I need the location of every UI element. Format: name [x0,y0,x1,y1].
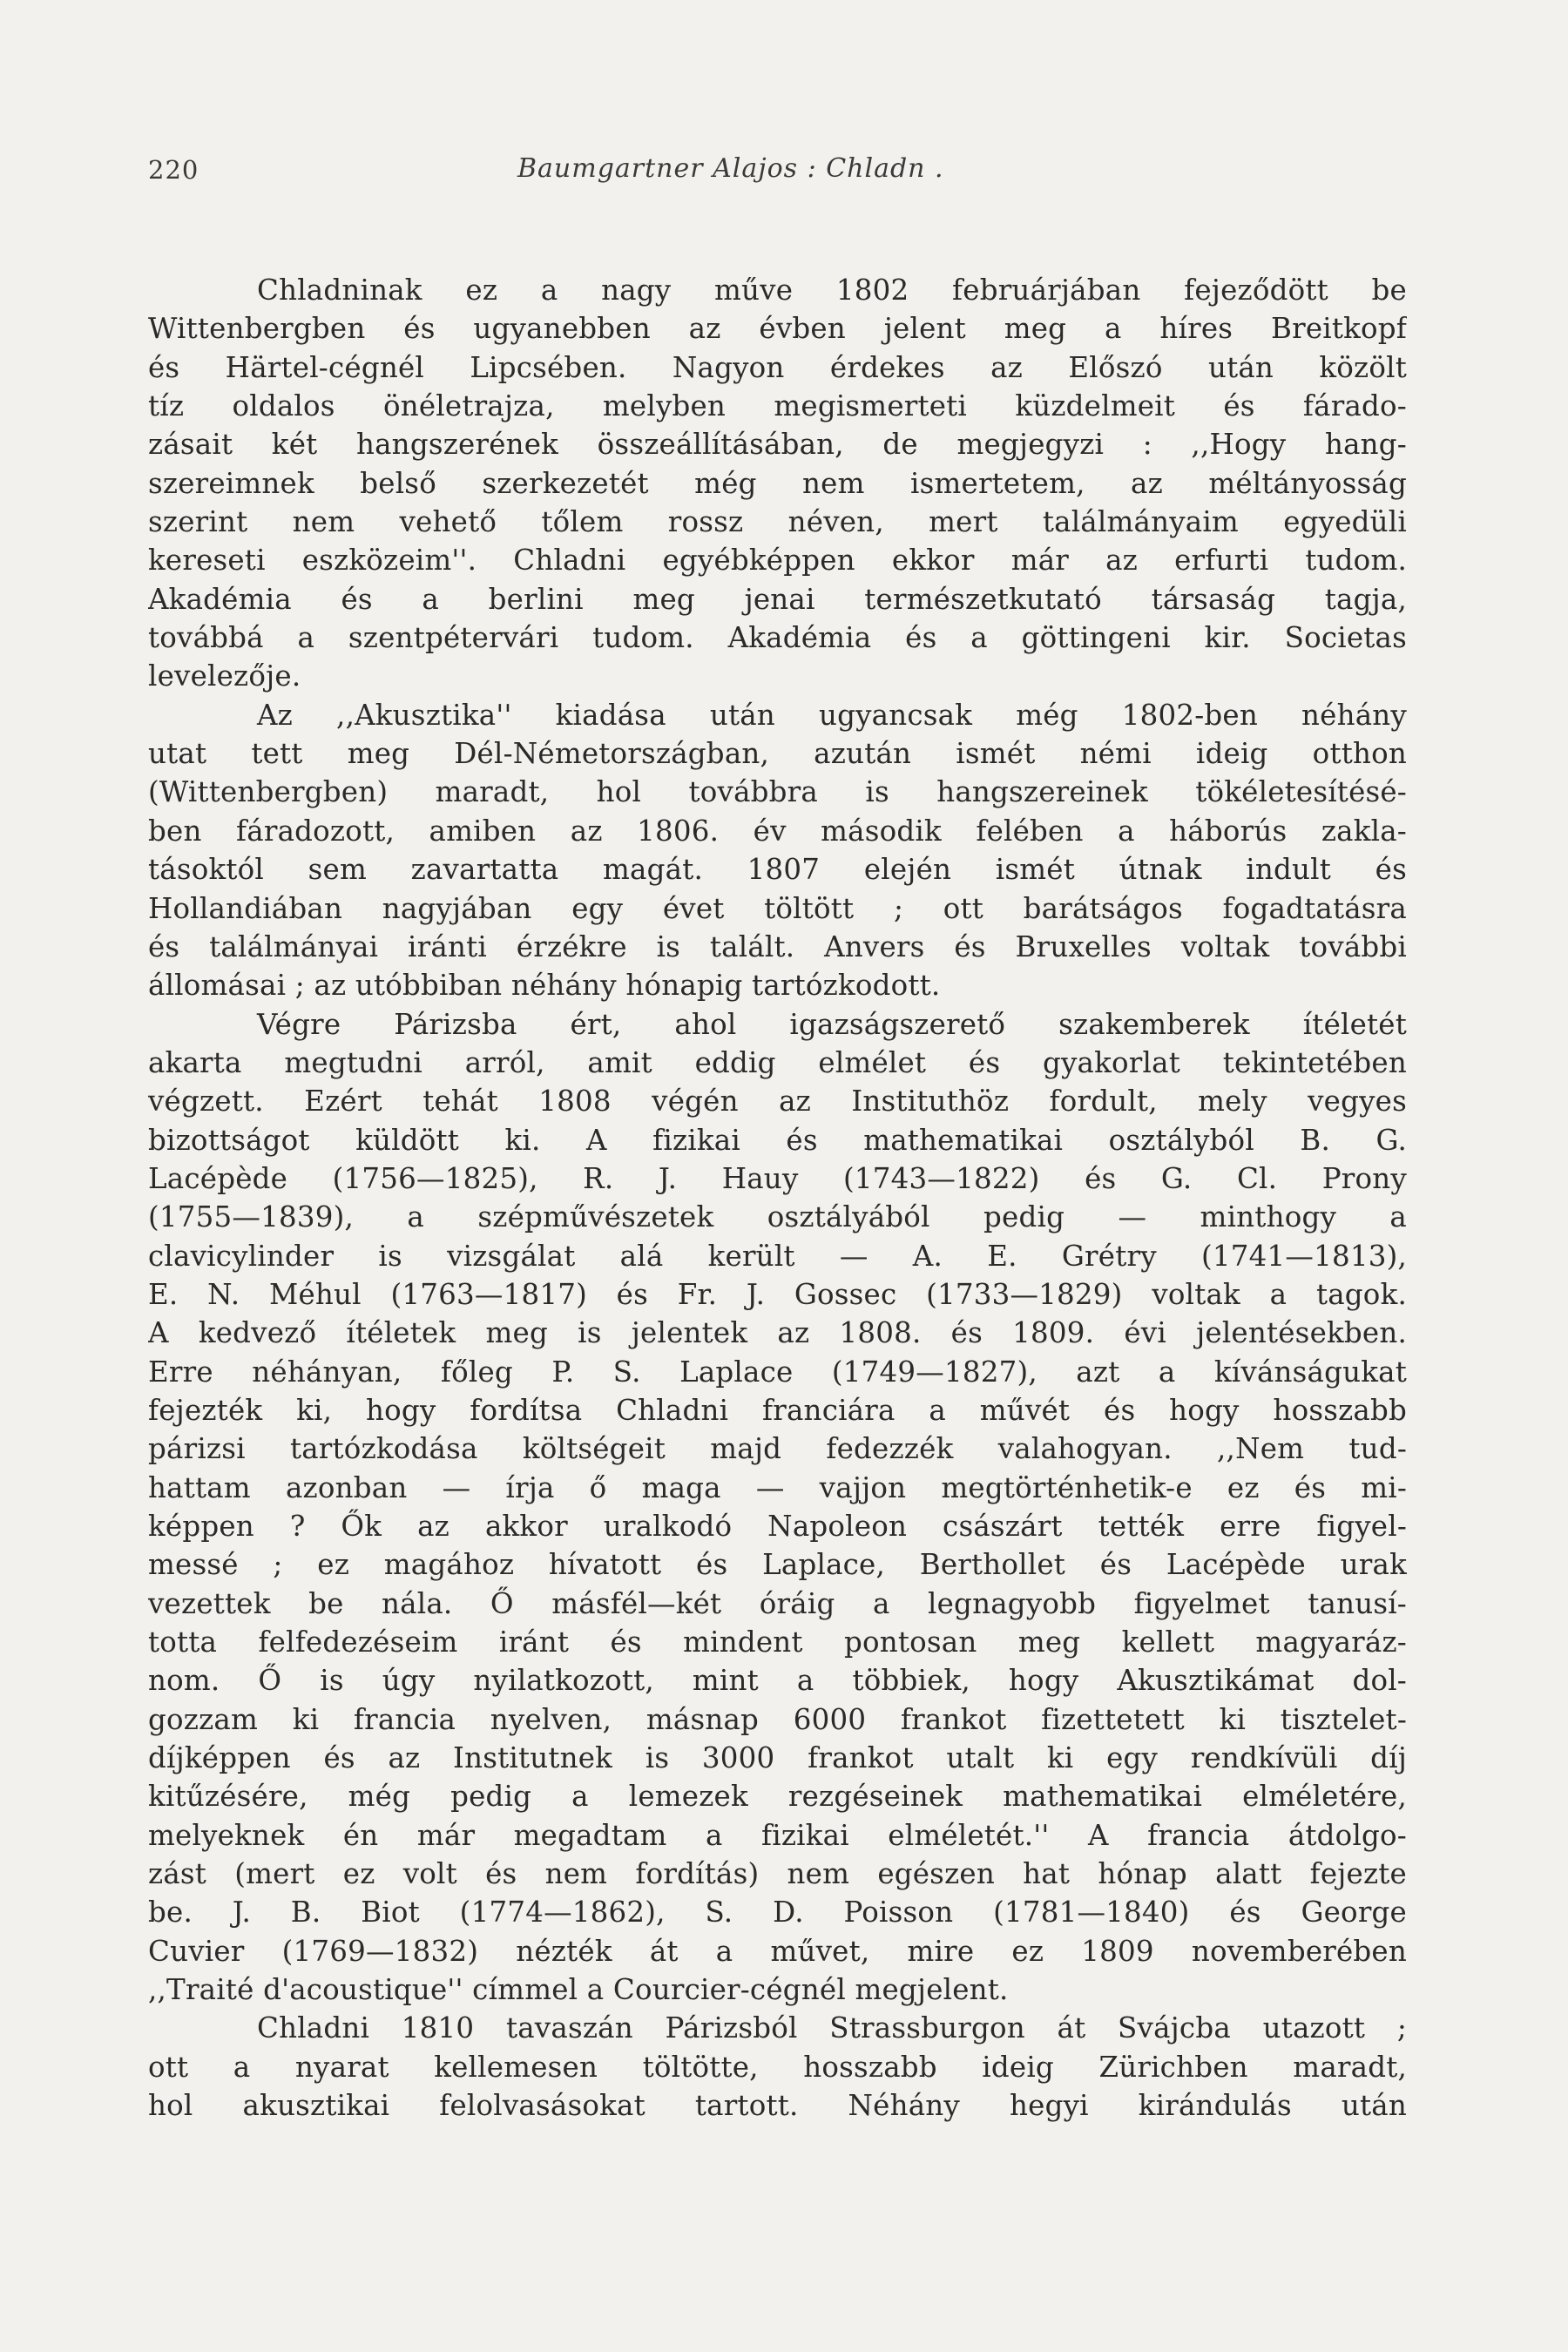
text-line: zást (mert ez volt és nem fordítás) nem egészen hat hónap alatt fejezte [148,1857,1407,1891]
text-line: Chladninak ez a nagy műve 1802 februárjában fejeződött be [257,274,1407,307]
text-line: (1755—1839), a szépművészetek osztályából pedig — minthogy a [148,1200,1407,1234]
text-line: Hollandiában nagyjában egy évet töltött ; ott barátságos fogadtatásra [148,891,1407,925]
text-line: párizsi tartózkodása költségeit majd fedezzék valahogyan. ,,Nem tud- [148,1432,1407,1466]
text-line: E. N. Méhul (1763—1817) és Fr. J. Gossec (1733—1829) voltak a tagok. [148,1277,1407,1311]
text-line: hol akusztikai felolvasásokat tartott. Néhány hegyi kirándulás után [148,2089,1407,2123]
text-line: díjképpen és az Institutnek is 3000 frankot utalt ki egy rendkívüli díj [148,1741,1407,1775]
text-line: bizottságot küldött ki. A fizikai és mathematikai osztályból B. G. [148,1123,1407,1157]
text-line: Végre Párizsba ért, ahol igazságszerető szakemberek ítéletét [257,1007,1407,1041]
text-line: (Wittenbergben) maradt, hol továbbra is hangszereinek tökéletesítésé- [148,775,1407,809]
text-line: tásoktól sem zavartatta magát. 1807 elején ismét útnak indult és [148,853,1407,887]
text-line: továbbá a szentpétervári tudom. Akadémia és a göttingeni kir. Societas [148,621,1407,655]
text-line: be. J. B. Biot (1774—1862), S. D. Poisson (1781—1840) és George [148,1896,1407,1930]
text-line: Akadémia és a berlini meg jenai természetkutató társaság tagja, [148,582,1407,616]
text-line: szerint nem vehető tőlem rossz néven, mert találmányaim egyedüli [148,505,1407,539]
page-number: 220 [148,155,199,185]
text-line: hattam azonban — írja ő maga — vajjon megtörténhetik-e ez és mi- [148,1470,1407,1504]
running-head-title: Baumgartner Alajos : Chladn . [517,153,944,184]
text-line: ben fáradozott, amiben az 1806. év második felében a háborús zakla- [148,814,1407,848]
text-line: utat tett meg Dél-Németországban, azután ismét némi ideig otthon [148,737,1407,771]
text-line: zásait két hangszerének összeállításában, de megjegyzi : ,,Hogy hang- [148,428,1407,462]
text-line: szereimnek belső szerkezetét még nem ismertetem, az méltányosság [148,466,1407,500]
text-line: messé ; ez magához hívatott és Laplace, Berthollet és Lacépède urak [148,1548,1407,1582]
text-line: tíz oldalos önéletrajza, melyben megismerteti küzdelmeit és fárado- [148,389,1407,423]
text-line: Chladni 1810 tavaszán Párizsból Strassburgon át Svájcba utazott ; [257,2011,1407,2045]
text-line: Az ,,Akusztika'' kiadása után ugyancsak még 1802-ben néhány [257,698,1407,732]
text-line: és találmányai iránti érzékre is talált. Anvers és Bruxelles voltak további [148,929,1407,963]
text-line: állomásai ; az utóbbiban néhány hónapig tartózkodott. [148,969,941,1003]
text-line: nom. Ő is úgy nyilatkozott, mint a többiek, hogy Akusztikámat dol- [148,1664,1407,1698]
text-line: képpen ? Ők az akkor uralkodó Napoleon császárt tették erre figyel- [148,1510,1407,1543]
text-line: levelezője. [148,659,301,693]
body-text [148,271,1407,2126]
text-line: akarta megtudni arról, amit eddig elmélet és gyakorlat tekintetében [148,1045,1407,1079]
text-line: ,,Traité d'acoustique'' címmel a Courcier-cégnél megjelent. [148,1973,1009,2007]
text-line: Cuvier (1769—1832) nézték át a művet, mire ez 1809 novemberében [148,1934,1407,1968]
text-line: clavicylinder is vizsgálat alá került — A. E. Grétry (1741—1813), [148,1239,1407,1273]
text-line: totta felfedezéseim iránt és mindent pontosan meg kellett magyaráz- [148,1625,1407,1659]
text-line: ott a nyarat kellemesen töltötte, hosszabb ideig Zürichben maradt, [148,2050,1407,2084]
text-line: Wittenbergben és ugyanebben az évben jelent meg a híres Breitkopf [148,312,1407,346]
text-line: végzett. Ezért tehát 1808 végén az Instituthöz fordult, mely vegyes [148,1085,1407,1119]
text-line: kereseti eszközeim''. Chladni egyébképpen ekkor már az erfurti tudom. [148,544,1407,578]
text-line: gozzam ki francia nyelven, másnap 6000 frankot fizettetett ki tisztelet- [148,1702,1407,1736]
text-line: kitűzésére, még pedig a lemezek rezgéseinek mathematikai elméletére, [148,1780,1407,1814]
text-line: melyeknek én már megadtam a fizikai elméletét.'' A francia átdolgo- [148,1818,1407,1852]
text-line: A kedvező ítéletek meg is jelentek az 1808. és 1809. évi jelentésekben. [148,1316,1407,1350]
text-line: vezettek be nála. Ő másfél—két óráig a legnagyobb figyelmet tanusí- [148,1586,1407,1620]
text-line: és Härtel-cégnél Lipcsében. Nagyon érdekes az Előszó után közölt [148,350,1407,384]
text-line: Erre néhányan, főleg P. S. Laplace (1749—1827), azt a kívánságukat [148,1355,1407,1389]
text-line: Lacépède (1756—1825), R. J. Hauy (1743—1822) és G. Cl. Prony [148,1161,1407,1195]
text-line: fejezték ki, hogy fordítsa Chladni franciára a művét és hogy hosszabb [148,1393,1407,1427]
